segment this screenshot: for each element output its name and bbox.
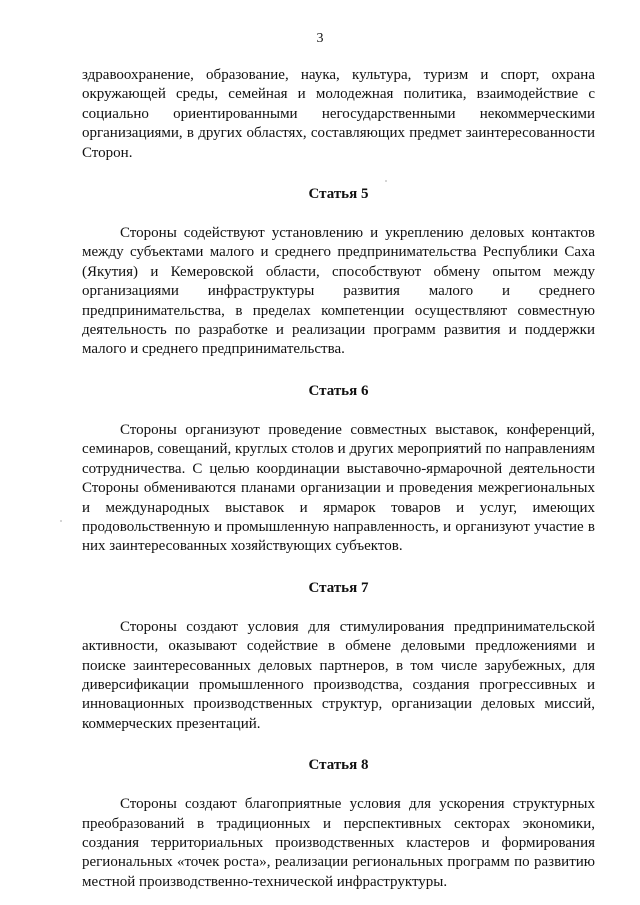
scan-speck bbox=[60, 520, 62, 522]
article-6-heading: Статья 6 bbox=[308, 382, 369, 399]
article-7-heading: Статья 7 bbox=[308, 579, 369, 596]
article-6-text: Стороны организуют проведение совместных выставок, конференций, семинаров, совещаний, круглых столов и других мероприятий по направлениям сотрудничества. С целью координации выставочно-ярмарочной деятельности Стороны обмениваются планами организации и проведения межрегиональных и международных выставок и ярмарок товаров и услуг, имеющих продовольственную и промышленную направленность, и организуют участие в них заинтересованных хозяйствующих субъектов. bbox=[82, 421, 595, 555]
intro-paragraph: здравоохранение, образование, наука, культура, туризм и спорт, охрана окружающей среды, семейная и молодежная политика, взаимодействие с социально ориентированными негосударственными некоммерческими организациями, в других областях, составляющих предмет заинтересованности Сторон. bbox=[82, 67, 595, 161]
document-body bbox=[82, 66, 595, 892]
article-8-text: Стороны создают благоприятные условия для ускорения структурных преобразований в традиционных и перспективных секторах экономики, создания территориальных производственных кластеров и формирования региональных «точек роста», реализации региональных программ по развитию местной производственно-технической инфраструктуры. bbox=[82, 796, 595, 890]
scan-speck bbox=[385, 180, 387, 182]
article-7-text: Стороны создают условия для стимулирования предпринимательской активности, оказывают содействие в обмене деловыми предложениями и поиске заинтересованных деловых партнеров, в том числе зарубежных, для диверсификации промышленного производства, создания прогрессивных и инновационных производственных структур, организации деловых миссий, коммерческих презентаций. bbox=[82, 618, 595, 732]
page-number: 3 bbox=[316, 31, 324, 46]
article-8-heading: Статья 8 bbox=[308, 757, 369, 774]
article-5-text: Стороны содействуют установлению и укреплению деловых контактов между субъектами малого и среднего предпринимательства Республики Саха (Якутия) и Кемеровской области, способствуют обмену опытом между организациями инфраструктуры развития малого и среднего предпринимательства, в пределах компетенции осуществляют совместную деятельность по разработке и реализации программ развития и поддержки малого и среднего предпринимательства. bbox=[82, 225, 595, 358]
article-5-heading: Статья 5 bbox=[308, 186, 369, 203]
